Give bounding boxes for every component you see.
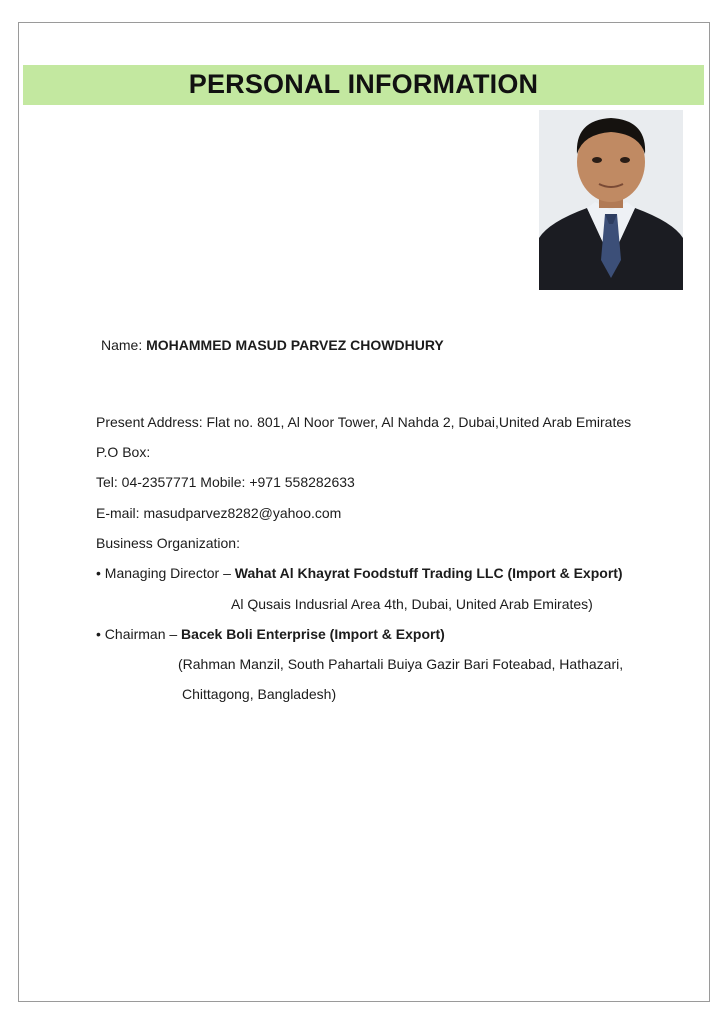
role-label: • Chairman – bbox=[96, 626, 182, 642]
organization-location: Al Qusais Indusrial Area 4th, Dubai, United Arab Emirates) bbox=[231, 596, 593, 612]
page-title: PERSONAL INFORMATION bbox=[188, 69, 539, 99]
name-value: MOHAMMED MASUD PARVEZ CHOWDHURY bbox=[146, 337, 444, 353]
profile-photo bbox=[539, 110, 683, 290]
organization-location: (Rahman Manzil, South Pahartali Buiya Gazir Bari Foteabad, Hathazari, bbox=[178, 656, 624, 672]
business-item-managing-director bbox=[96, 565, 623, 581]
telephone-line: Tel: 04-2357771 Mobile: +971 558282633 bbox=[96, 474, 355, 490]
email-line: E-mail: masudparvez8282@yahoo.com bbox=[96, 505, 342, 521]
portrait-image bbox=[539, 110, 683, 290]
address-line: Present Address: Flat no. 801, Al Noor Tower, Al Nahda 2, Dubai,United Arab Emirates bbox=[96, 414, 632, 430]
organization-name: Wahat Al Khayrat Foodstuff Trading LLC (Import & Export) bbox=[234, 565, 623, 581]
name-line bbox=[101, 337, 444, 353]
organization-location-continued: Chittagong, Bangladesh) bbox=[182, 686, 337, 702]
header-band bbox=[23, 65, 704, 105]
business-item-chairman bbox=[96, 626, 445, 642]
role-label: • Managing Director – bbox=[96, 565, 235, 581]
name-label: Name: bbox=[101, 337, 147, 353]
organization-name: Bacek Boli Enterprise (Import & Export) bbox=[181, 626, 445, 642]
po-box-line: P.O Box: bbox=[96, 444, 151, 460]
business-heading: Business Organization: bbox=[96, 535, 240, 551]
